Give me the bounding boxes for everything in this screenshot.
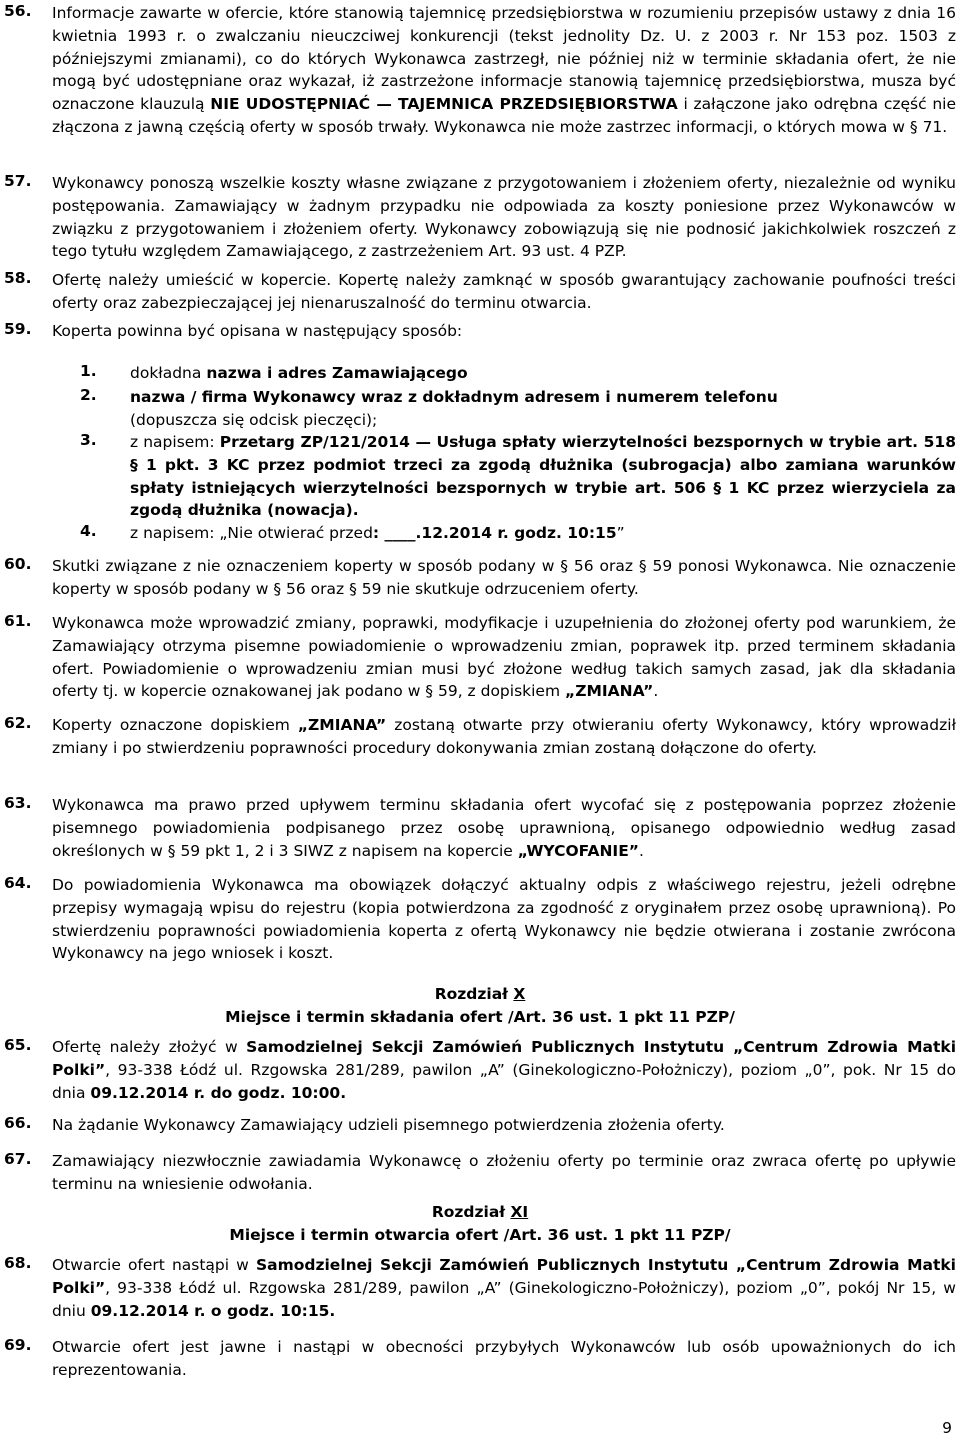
point-text: Koperta powinna być opisana w następujący sposób: xyxy=(52,322,463,340)
point-66 xyxy=(4,1114,956,1137)
point-number: 66. xyxy=(4,1114,32,1132)
envelope-item-1: 1. dokładna nazwa i adres Zamawiającego xyxy=(80,362,468,382)
point-number: 62. xyxy=(4,714,32,732)
point-text: Wykonawca ma prawo przed upływem terminu składania ofert wycofać się z postępowania poprzez złożenie pisemnego powiadomienia podpisanego przez osobę uprawnioną, opisanego odpowiednio według zasad określonych w § 59 pkt 1, 2 i 3 SIWZ z napisem na kopercie „WYCOFANIE”. xyxy=(52,796,956,860)
point-text: Do powiadomienia Wykonawca ma obowiązek dołączyć aktualny odpis z właściwego rejestru, jeżeli odrębne przepisy wymagają wpisu do rejestru (kopia potwierdzona za zgodność z oryginałem przez osobę uprawnioną). Po stwierdzeniu poprawności powiadomienia koperta z ofertą Wykonawcy nie będzie otwierana i zostanie zwrócona Wykonawcy na jego wniosek i koszt. xyxy=(52,876,956,963)
envelope-item-3: 3. z napisem: Przetarg ZP/121/2014 — Usługa spłaty wierzytelności bezspornych w trybie art. 518 § 1 pkt. 3 KC przez podmiot trzeci za zgodą dłużnika (subrogacja) albo zamiana warunków spłaty istniejących wierzytelności bezspornych w trybie art. 506 § 1 KC przez wierzyciela za zgodą dłużnika (nowacja). xyxy=(80,431,956,520)
chapter-x-heading: Rozdział X Miejsce i termin składania ofert /Art. 36 ust. 1 pkt 11 PZP/ xyxy=(225,985,735,1026)
point-text: Wykonawcy ponoszą wszelkie koszty własne związane z przygotowaniem i złożeniem oferty, niezależnie od wyniku postępowania. Zamawiający w żadnym przypadku nie odpowiada za koszty poniesione przez Wykonawców w związku z przygotowaniem i złożeniem oferty. Wykonawcy zobowiązują się nie podnosić jakichkolwiek roszczeń z tego tytułu względem Zamawiającego, z zastrzeżeniem Art. 93 ust. 4 PZP. xyxy=(52,174,956,261)
point-number: 68. xyxy=(4,1254,32,1272)
point-57 xyxy=(4,172,956,263)
point-59 xyxy=(4,320,956,343)
point-text: Zamawiający niezwłocznie zawiadamia Wykonawcę o złożeniu oferty po terminie oraz zwraca ofertę po upływie terminu na wniesienie odwołania. xyxy=(52,1152,956,1193)
point-number: 67. xyxy=(4,1150,32,1168)
point-number: 69. xyxy=(4,1336,32,1354)
point-60 xyxy=(4,555,956,601)
point-65 xyxy=(4,1036,956,1104)
point-text: Otwarcie ofert jest jawne i nastąpi w obecności przybyłych Wykonawców lub osób upoważnionych do ich reprezentowania. xyxy=(52,1338,956,1379)
point-text: Ofertę należy złożyć w Samodzielnej Sekcji Zamówień Publicznych Instytutu „Centrum Zdrowia Matki Polki”, 93-338 Łódź ul. Rzgowska 281/289, pawilon „A” (Ginekologiczno-Położniczy), poziom „0”, pok. Nr 15 do dnia 09.12.2014 r. do godz. 10:00. xyxy=(52,1038,957,1102)
point-63 xyxy=(4,794,956,862)
point-number: 61. xyxy=(4,612,32,630)
chapter-xi-heading: Rozdział XI Miejsce i termin otwarcia ofert /Art. 36 ust. 1 pkt 11 PZP/ xyxy=(229,1203,731,1244)
point-number: 56. xyxy=(4,2,32,20)
point-text: Informacje zawarte w ofercie, które stanowią tajemnicę przedsiębiorstwa w rozumieniu przepisów ustawy z dnia 16 kwietnia 1993 r. o zwalczaniu nieuczciwej konkurencji (tekst jednolity Dz. U. z 2003 r. Nr 153 poz. 1503 z późniejszymi zmianami), co do których Wykonawca zastrzegł, nie później niż w terminie składania ofert, że nie mogą być udostępniane oraz wykazał, iż zastrzeżone informacje stanowią tajemnicę przedsiębiorstwa, musza być oznaczone klauzulą NIE UDOSTĘPNIAĆ — TAJEMNICA PRZEDSIĘBIORSTWA i załączone jako odrębna część nie złączona z jawną częścią oferty w sposób trwały. Wykonawca nie może zastrzec informacji, o których mowa w § 71. xyxy=(52,4,956,136)
point-number: 63. xyxy=(4,794,32,812)
point-number: 65. xyxy=(4,1036,32,1054)
point-number: 59. xyxy=(4,320,32,338)
point-62 xyxy=(4,714,956,760)
point-text: Wykonawca może wprowadzić zmiany, poprawki, modyfikacje i uzupełnienia do złożonej oferty pod warunkiem, że Zamawiający otrzyma pisemne powiadomienie o wprowadzeniu zmian, poprawek itp. przed terminem składania ofert. Powiadomienie o wprowadzeniu zmian musi być złożone według takich samych zasad, jak dla składania oferty tj. w kopercie oznakowanej jak podano w § 59, z dopiskiem „ZMIANA”. xyxy=(52,614,956,701)
point-text: Koperty oznaczone dopiskiem „ZMIANA” zostaną otwarte przy otwieraniu oferty Wykonawcy, który wprowadził zmiany i po stwierdzeniu poprawności procedury dokonywania zmian zostaną dołączone do oferty. xyxy=(52,716,956,757)
point-text: Otwarcie ofert nastąpi w Samodzielnej Sekcji Zamówień Publicznych Instytutu „Centrum Zdrowia Matki Polki”, 93-338 Łódź ul. Rzgowska 281/289, pawilon „A” (Ginekologiczno-Położniczy), poziom „0”, pokój Nr 15, w dniu 09.12.2014 r. o godz. 10:15. xyxy=(52,1256,956,1320)
point-67 xyxy=(4,1150,956,1196)
point-text: Ofertę należy umieścić w kopercie. Kopertę należy zamknąć w sposób gwarantujący zachowanie poufności treści oferty oraz zabezpieczającej jej nienaruszalność do terminu otwarcia. xyxy=(52,271,956,312)
envelope-item-4: 4. z napisem: „Nie otwierać przed: ____.12.2014 r. godz. 10:15” xyxy=(80,522,625,542)
point-58 xyxy=(4,269,956,315)
envelope-item-2: 2. nazwa / firma Wykonawcy wraz z dokładnym adresem i numerem telefonu (dopuszcza się odcisk pieczęci); xyxy=(80,386,778,429)
point-61 xyxy=(4,612,956,703)
point-text: Skutki związane z nie oznaczeniem koperty w sposób podany w § 56 oraz § 59 ponosi Wykonawca. Nie oznaczenie koperty w sposób podany w § 56 oraz § 59 nie skutkuje odrzuceniem oferty. xyxy=(52,557,956,598)
point-64 xyxy=(4,874,956,965)
point-69 xyxy=(4,1336,956,1382)
point-56 xyxy=(4,2,956,139)
page-number: 9 xyxy=(942,1419,952,1437)
point-number: 60. xyxy=(4,555,32,573)
point-number: 58. xyxy=(4,269,32,287)
point-68 xyxy=(4,1254,956,1322)
point-number: 57. xyxy=(4,172,32,190)
point-number: 64. xyxy=(4,874,32,892)
point-text: Na żądanie Wykonawcy Zamawiający udzieli pisemnego potwierdzenia złożenia oferty. xyxy=(52,1116,725,1134)
